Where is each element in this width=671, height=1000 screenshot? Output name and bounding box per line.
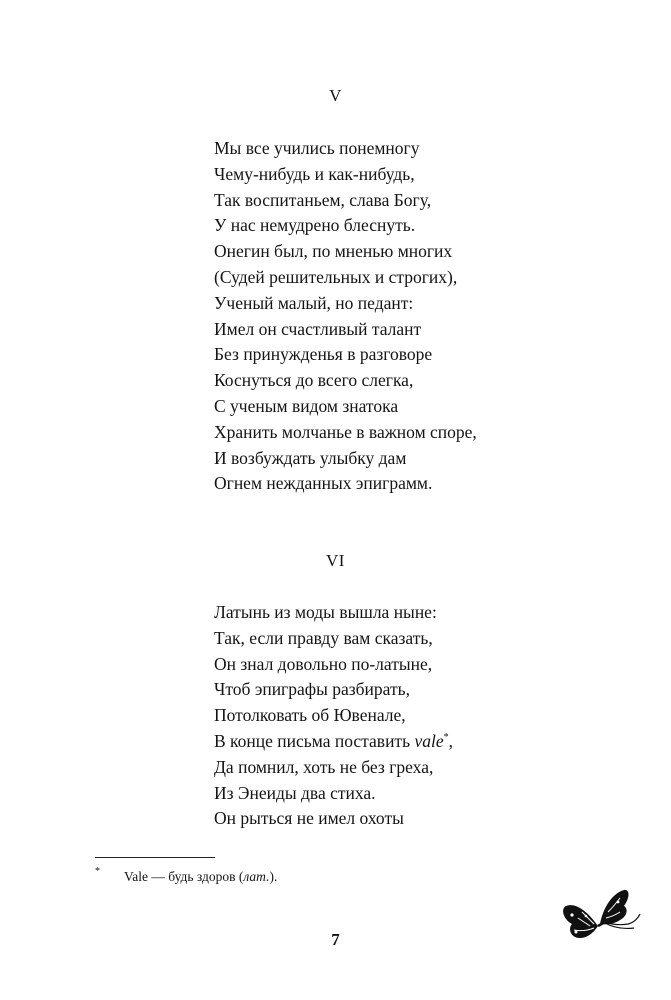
verse-line: И возбуждать улыбку дам [214,447,407,468]
verse-line: Да помнил, хоть не без греха, [214,756,434,777]
stanza-v [214,136,477,497]
verse-line: Он знал довольно по-латыне, [214,653,433,674]
verse-line: С ученым видом знатока [214,395,399,416]
butterfly-icon [558,882,644,950]
footnote-divider [95,857,215,858]
verse-line: Из Энеиды два стиха. [214,782,376,803]
verse-line: Онегин был, по мненью многих [214,241,453,262]
footnote-reference: * [443,732,449,744]
latin-word: vale [414,730,444,751]
footnote-italic-abbrev: лат. [243,869,270,884]
footnote-text [124,869,277,885]
verse-line: Латынь из моды вышла ныне: [214,602,437,622]
footnote-text-end: ). [269,869,278,884]
verse-line: Потолковать об Ювенале, [214,705,406,726]
stanza-heading-vi: VI [326,551,345,570]
verse-line: Чтоб эпиграфы разбирать, [214,679,410,700]
verse-line: Имел он счастливый талант [214,318,422,339]
verse-line: У нас немудрено блеснуть. [214,215,416,236]
verse-line: Он рыться не имел охоты [214,808,404,829]
verse-line: Ученый малый, но педант: [214,292,414,313]
footnote-text-start: Vale — будь здоров ( [124,869,244,884]
verse-line: (Судей решительных и строгих), [214,266,458,287]
verse-line: Мы все учились понемногу [214,138,420,158]
verse-line: Коснуться до всего слегка, [214,370,414,391]
verse-line-vale [214,729,453,755]
footnote-mark: * [95,866,100,877]
stanza-vi [214,600,453,832]
verse-punctuation: , [448,730,453,751]
verse-text: В конце письма поставить [214,730,415,751]
verse-line: Так воспитаньем, слава Богу, [214,189,432,210]
verse-line: Без принужденья в разговоре [214,344,433,365]
page-number: 7 [331,930,340,949]
verse-line: Огнем нежданных эпиграмм. [214,473,433,494]
verse-line: Так, если правду вам сказать, [214,627,433,648]
stanza-heading-v: V [329,86,342,105]
verse-line: Чему-нибудь и как-нибудь, [214,163,415,184]
verse-line: Хранить молчанье в важном споре, [214,421,477,442]
